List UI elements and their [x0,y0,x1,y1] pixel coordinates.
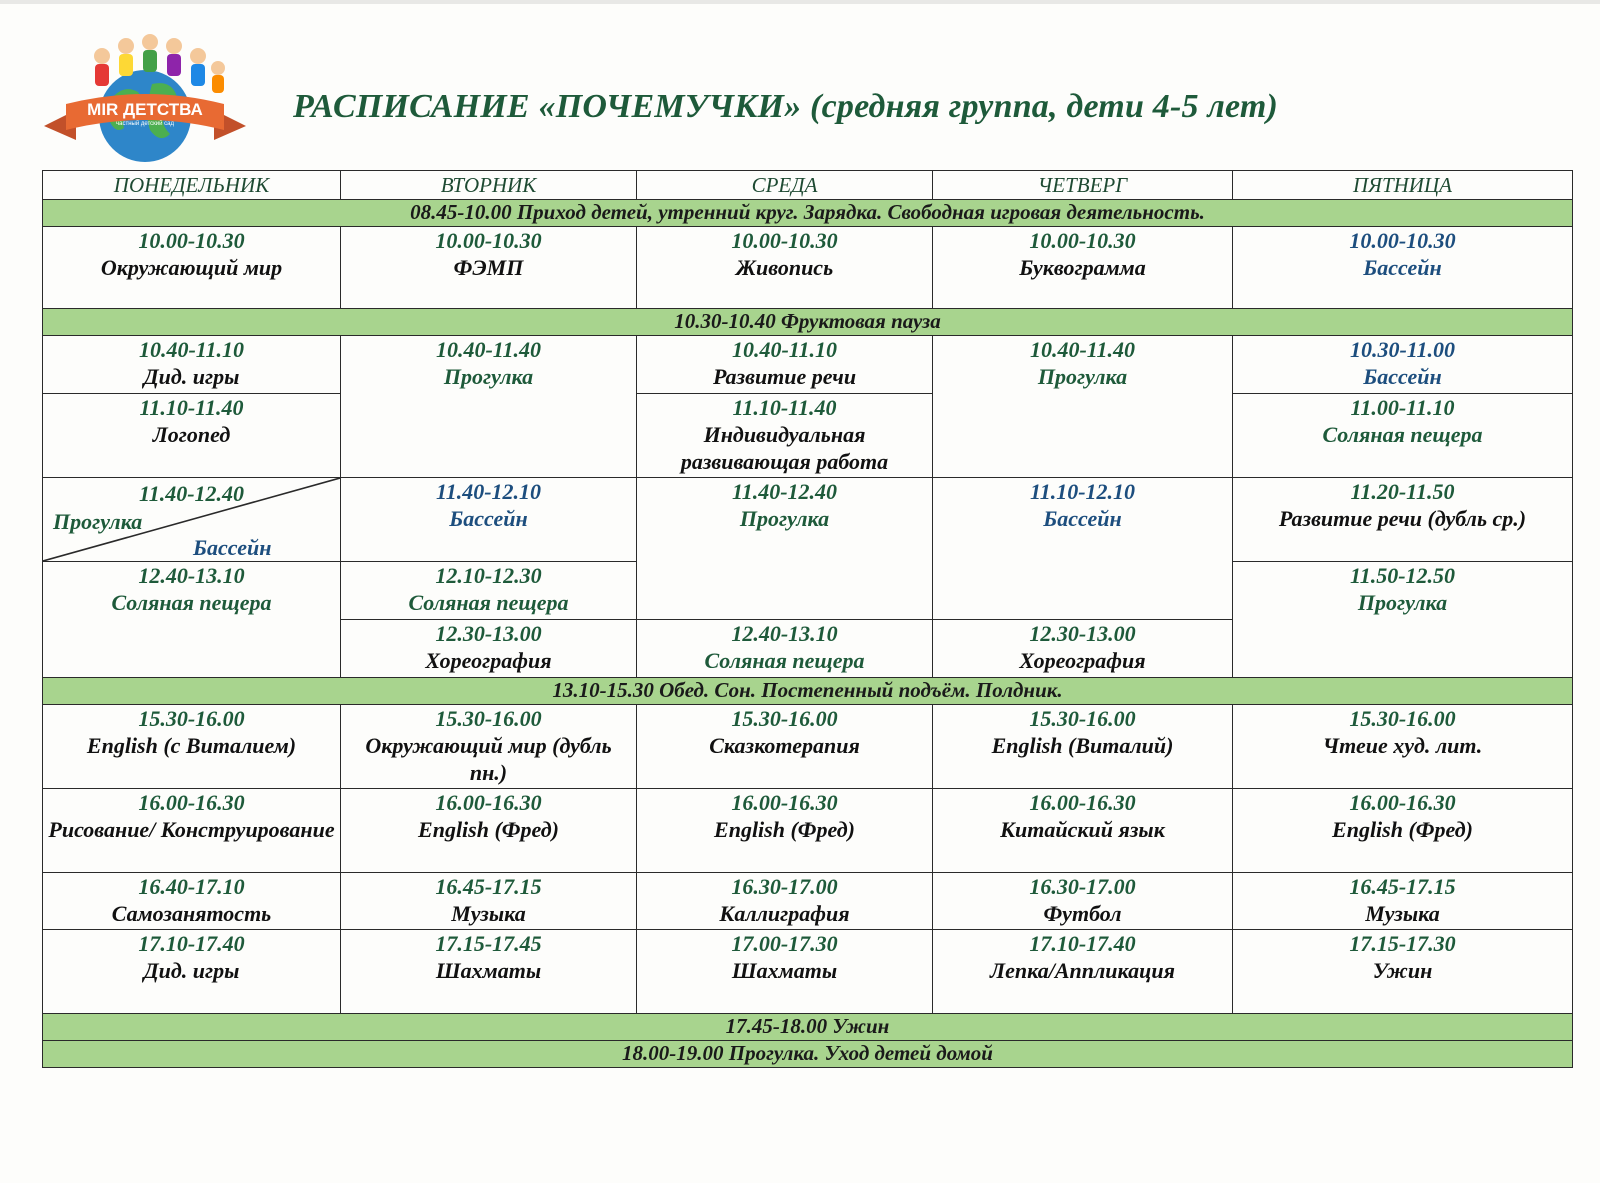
cell-wed-4: 11.40-12.40 Прогулка [637,478,933,620]
cell-tue-1: 10.00-10.30 ФЭМП [341,227,637,309]
cell-mon-3: 11.10-11.40 Логопед [43,394,341,478]
cell-wed-5: 12.40-13.10 Соляная пещера [637,620,933,678]
cell-thu-2: 10.40-11.40 Прогулка [933,336,1233,478]
band-lunch-sleep: 13.10-15.30 Обед. Сон. Постепенный подъём. Полдник. [43,678,1573,705]
band-fruit-pause: 10.30-10.40 Фруктовая пауза [43,309,1573,336]
cell-mon-8: 16.40-17.10 Самозанятость [43,873,341,930]
cell-fri-6: 15.30-16.00 Чтеие худ. лит. [1233,705,1573,789]
cell-thu-3: 11.10-12.10 Бассейн [933,478,1233,620]
cell-mon-5: 12.40-13.10 Соляная пещера [43,562,341,678]
svg-text:MIR ДЕТСТВА: MIR ДЕТСТВА [87,100,203,119]
band-evening-walk: 18.00-19.00 Прогулка. Уход детей домой [43,1041,1573,1068]
cell-mon-2: 10.40-11.10 Дид. игры [43,336,341,394]
schedule-table [42,170,1573,1068]
band-morning: 08.45-10.00 Приход детей, утренний круг. Зарядка. Свободная игровая деятельность. [43,200,1573,227]
cell-tue-2: 10.40-11.40 Прогулка [341,336,637,478]
cell-mon-4-split: 11.40-12.40 Прогулка Бассейн [43,478,341,562]
svg-text:частный детский сад: частный детский сад [115,121,175,127]
day-header-monday: ПОНЕДЕЛЬНИК [43,171,341,200]
cell-fri-2: 10.30-11.00 Бассейн [1233,336,1573,394]
cell-tue-7: 16.00-16.30 English (Фред) [341,789,637,873]
cell-wed-1: 10.00-10.30 Живопись [637,227,933,309]
cell-wed-8: 16.30-17.00 Каллиграфия [637,873,933,930]
page-title: РАСПИСАНИЕ «ПОЧЕМУЧКИ» (средняя группа, дети 4-5 лет) [293,88,1279,125]
cell-fri-3: 11.00-11.10 Соляная пещера [1233,394,1573,478]
cell-fri-4: 11.20-11.50 Развитие речи (дубль ср.) [1233,478,1573,562]
band-supper: 17.45-18.00 Ужин [43,1014,1573,1041]
cell-tue-9: 17.15-17.45 Шахматы [341,930,637,1014]
top-edge [0,0,1600,4]
cell-mon-1: 10.00-10.30 Окружающий мир [43,227,341,309]
cell-fri-7: 16.00-16.30 English (Фред) [1233,789,1573,873]
cell-wed-6: 15.30-16.00 Сказкотерапия [637,705,933,789]
cell-fri-1: 10.00-10.30 Бассейн [1233,227,1573,309]
cell-fri-9: 17.15-17.30 Ужин [1233,930,1573,1014]
day-header-thursday: ЧЕТВЕРГ [933,171,1233,200]
cell-tue-3: 11.40-12.10 Бассейн [341,478,637,562]
cell-wed-2: 10.40-11.10 Развитие речи [637,336,933,394]
cell-tue-8: 16.45-17.15 Музыка [341,873,637,930]
cell-thu-8: 17.10-17.40 Лепка/Аппликация [933,930,1233,1014]
day-header-friday: ПЯТНИЦА [1233,171,1573,200]
cell-wed-7: 16.00-16.30 English (Фред) [637,789,933,873]
cell-wed-3: 11.10-11.40 Индивидуальная развивающая работа [637,394,933,478]
cell-tue-4: 12.10-12.30 Соляная пещера [341,562,637,620]
cell-fri-8: 16.45-17.15 Музыка [1233,873,1573,930]
cell-thu-1: 10.00-10.30 Буквограмма [933,227,1233,309]
cell-thu-6: 16.00-16.30 Китайский язык [933,789,1233,873]
day-header-wednesday: СРЕДА [637,171,933,200]
kindergarten-logo [40,18,250,168]
cell-mon-9: 17.10-17.40 Дид. игры [43,930,341,1014]
cell-thu-4: 12.30-13.00 Хореография [933,620,1233,678]
cell-tue-5: 12.30-13.00 Хореография [341,620,637,678]
cell-tue-6: 15.30-16.00 Окружающий мир (дубль пн.) [341,705,637,789]
cell-wed-9: 17.00-17.30 Шахматы [637,930,933,1014]
cell-thu-7: 16.30-17.00 Футбол [933,873,1233,930]
cell-fri-5: 11.50-12.50 Прогулка [1233,562,1573,678]
day-header-tuesday: ВТОРНИК [341,171,637,200]
cell-mon-6: 15.30-16.00 English (с Виталием) [43,705,341,789]
cell-thu-5: 15.30-16.00 English (Виталий) [933,705,1233,789]
cell-mon-7: 16.00-16.30 Рисование/ Конструирование [43,789,341,873]
